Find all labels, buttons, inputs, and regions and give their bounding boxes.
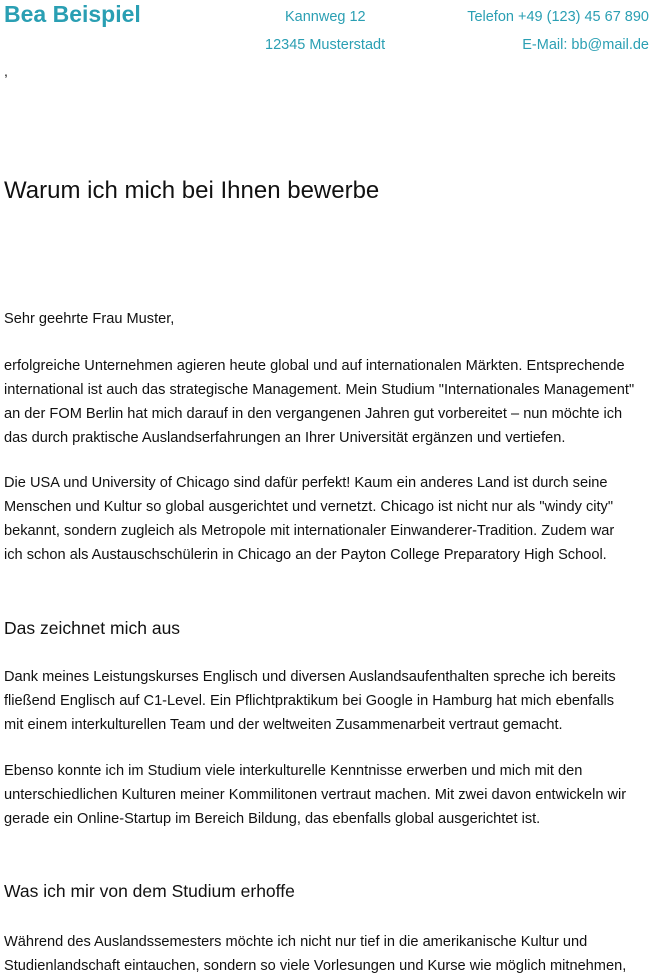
section-heading: Was ich mir von dem Studium erhoffe [4, 881, 295, 901]
paragraph-1 [4, 354, 652, 450]
paragraph-3 [4, 665, 652, 737]
sender-name: Bea Beispiel [4, 1, 141, 27]
text-line: Während des Auslandssemesters möchte ich nicht nur tief in die amerikanische Kultur und [4, 934, 588, 950]
sender-city: 12345 Musterstadt [265, 37, 386, 53]
text-line: Studienlandschaft eintauchen, sondern so viele Vorlesungen und Kurse wie möglich mitnehmen, [4, 958, 627, 974]
stray-comma: , [4, 63, 8, 79]
text-line: unterschiedlichen Kulturen meiner Kommilitonen vertraut machen. Mit zwei davon entwickeln wir [4, 787, 627, 803]
text-line: international ist auch das strategische Management. Mein Studium "Internationales Management" [4, 382, 635, 398]
text-line: Die USA und University of Chicago sind dafür perfekt! Kaum ein anderes Land ist durch seine [4, 475, 608, 491]
text-line: bekannt, sondern zugleich als Metropole mit internationaler Einwanderer-Tradition. Zudem war [4, 523, 615, 539]
sender-email: E-Mail: bb@mail.de [522, 37, 649, 53]
letter-title: Warum ich mich bei Ihnen bewerbe [4, 177, 380, 204]
paragraph-2 [4, 471, 652, 567]
text-line: Ebenso konnte ich im Studium viele interkulturelle Kenntnisse erwerben und mich mit den [4, 763, 583, 779]
text-line: fließend Englisch auf C1-Level. Ein Pflichtpraktikum bei Google in Hamburg hat mich ebenfalls [4, 693, 615, 709]
salutation: Sehr geehrte Frau Muster, [4, 311, 175, 327]
paragraph-4 [4, 759, 652, 831]
text-line: mit einem interkulturellen Team und der weltweiten Zusammenarbeit vertraut gemacht. [4, 717, 563, 733]
text-line: an der FOM Berlin hat mich darauf in den vergangenen Jahren gut vorbereitet – nun möchte ich [4, 406, 623, 422]
text-line: das durch praktische Auslandserfahrungen an Ihrer Universität ergänzen und vertiefen. [4, 430, 566, 446]
paragraph-5 [4, 930, 652, 978]
text-line: gerade ein Online-Startup im Bereich Bildung, das ebenfalls global ausgerichtet ist. [4, 811, 541, 827]
section-heading: Das zeichnet mich aus [4, 618, 181, 638]
text-line: Menschen und Kultur so global ausgerichtet und vernetzt. Chicago ist nicht nur als "windy city" [4, 499, 614, 515]
sender-phone: Telefon +49 (123) 45 67 890 [467, 9, 649, 25]
sender-street: Kannweg 12 [285, 9, 366, 25]
text-line: ich schon als Austauschschülerin in Chicago an der Payton College Preparatory High School. [4, 547, 607, 563]
text-line: Dank meines Leistungskurses Englisch und diversen Auslandsaufenthalten spreche ich bereits [4, 669, 616, 685]
text-line: erfolgreiche Unternehmen agieren heute global und auf internationalen Märkten. Entsprechende [4, 358, 625, 374]
